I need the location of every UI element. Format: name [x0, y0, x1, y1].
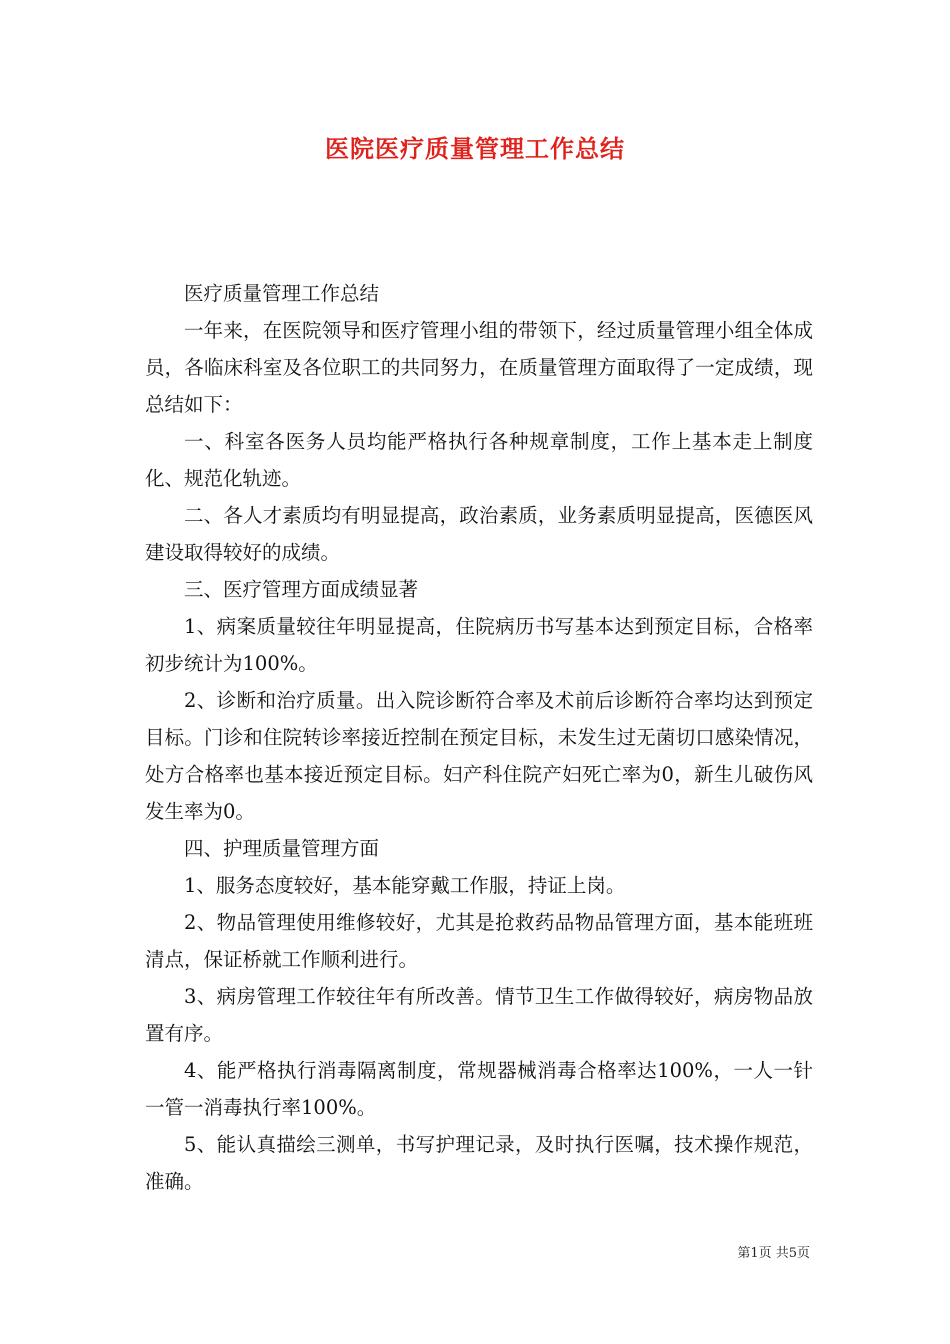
paragraph-intro: 一年来，在医院领导和医疗管理小组的带领下，经过质量管理小组全体成员，各临床科室及各位职工的共同努力，在质量管理方面取得了一定成绩，现总结如下： [145, 319, 813, 416]
paragraph-item: 2、物品管理使用维修较好，尤其是抢救药品物品管理方面，基本能班班清点，保证桥就工作顺利进行。 [145, 911, 813, 971]
paragraph-section-3: 三、医疗管理方面成绩显著 [184, 578, 419, 601]
paragraph-section-4: 四、护理质量管理方面 [184, 837, 380, 860]
document-body [145, 275, 813, 1200]
paragraph-item: 1、服务态度较好，基本能穿戴工作服，持证上岗。 [184, 874, 626, 897]
paragraph-section-2: 二、各人才素质均有明显提高，政治素质，业务素质明显提高，医德医风建设取得较好的成绩。 [145, 504, 813, 564]
document-title: 医院医疗质量管理工作总结 [325, 134, 625, 163]
paragraph-item: 4、能严格执行消毒隔离制度，常规器械消毒合格率达100%，一人一针一管一消毒执行率100%。 [145, 1059, 813, 1119]
paragraph-section-1: 一、科室各医务人员均能严格执行各种规章制度，工作上基本走上制度化、规范化轨迹。 [145, 430, 813, 490]
paragraph-item: 2、诊断和治疗质量。出入院诊断符合率及术前后诊断符合率均达到预定目标。门诊和住院转诊率接近控制在预定目标，未发生过无菌切口感染情况，处方合格率也基本接近预定目标。妇产科住院产妇死亡率为0，新生儿破伤风发生率为0。 [145, 689, 813, 823]
paragraph-item: 5、能认真描绘三测单，书写护理记录，及时执行医嘱，技术操作规范，准确。 [145, 1133, 813, 1193]
page-number-footer: 第1页 共5页 [737, 1246, 810, 1261]
paragraph-item: 1、病案质量较往年明显提高，住院病历书写基本达到预定目标，合格率初步统计为100%。 [145, 615, 813, 675]
paragraph-item: 3、病房管理工作较往年有所改善。情节卫生工作做得较好，病房物品放置有序。 [145, 985, 813, 1045]
paragraph-heading: 医疗质量管理工作总结 [184, 282, 380, 305]
